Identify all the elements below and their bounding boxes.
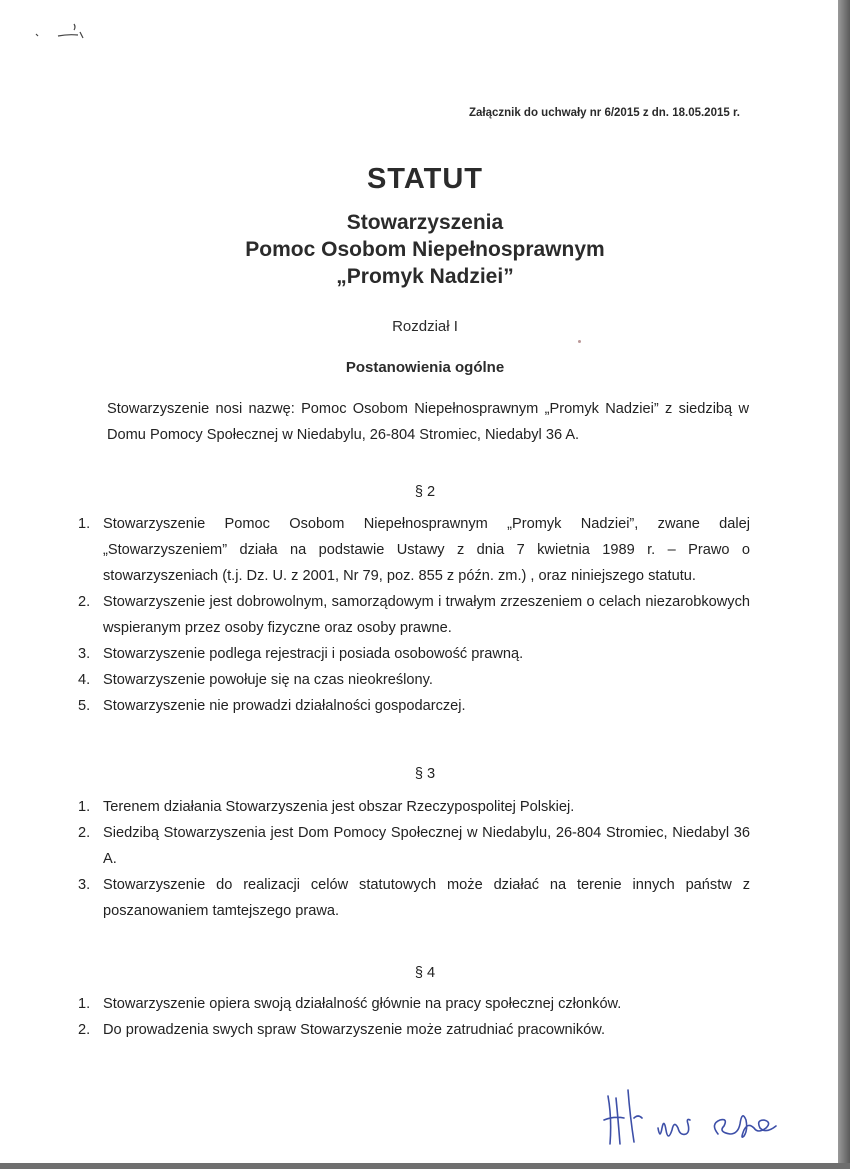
list-item: 2. Stowarzyszenie jest dobrowolnym, samorządowym i trwałym zrzeszeniem o celach niezarobkowych wspieranym przez osoby fizyczne oraz osoby prawne. [78,594,750,636]
attachment-note: Załącznik do uchwały nr 6/2015 z dn. 18.05.2015 r. [468,107,740,119]
association-name-line-1: Stowarzyszenia [346,211,504,234]
association-name [0,209,839,290]
list-item: 3. Stowarzyszenie podlega rejestracji i posiada osobowość prawną. [78,646,524,662]
scan-edge-bottom [0,1163,850,1169]
list-item: 3. Stowarzyszenie do realizacji celów statutowych może działać na terenie innych państw z poszanowaniem tamtejszego prawa. [78,877,750,919]
list-item: 4. Stowarzyszenie powołuje się na czas nieokreślony. [78,672,433,688]
section-4-list [70,991,750,1043]
section-3-heading: § 3 [414,766,436,782]
list-item: 2. Siedzibą Stowarzyszenia jest Dom Pomocy Społecznej w Niedabylu, 26-804 Stromiec, Niedabyl 36 A. [78,825,750,867]
section-2-list [70,511,750,719]
scan-speck [578,340,581,343]
list-item: 1. Stowarzyszenie Pomoc Osobom Niepełnosprawnym „Promyk Nadziei”, zwane dalej „Stowarzyszeniem” działa na podstawie Ustawy z dnia 7 kwietnia 1989 r. – Prawo o stowarzyszeniach (t.j. Dz. U. z 2001, Nr 79, poz. 855 z późn. zm.) , oraz niniejszego statutu. [78,516,750,584]
list-item: 1. Stowarzyszenie opiera swoją działalność głównie na pracy społecznej członków. [78,996,622,1012]
chapter-title: Postanowienia ogólne [345,359,505,376]
section-2-heading: § 2 [414,484,436,500]
scan-smudge-mark [28,20,98,42]
section-3-list [70,794,750,924]
association-name-line-2: Pomoc Osobom Niepełnosprawnym [245,238,605,261]
chapter-label: Rozdział I [392,318,458,335]
association-name-line-3: „Promyk Nadziei” [336,265,514,288]
list-item: 5. Stowarzyszenie nie prowadzi działalności gospodarczej. [78,698,466,714]
scan-edge-right [838,0,850,1169]
section-4-heading: § 4 [414,965,436,981]
list-item: 2. Do prowadzenia swych spraw Stowarzyszenie może zatrudniać pracowników. [78,1022,606,1038]
section-1-paragraph: Stowarzyszenie nosi nazwę: Pomoc Osobom Niepełnosprawnym „Promyk Nadziei” z siedzibą w Domu Pomocy Społecznej w Niedabylu, 26-804 Stromiec, Niedabyl 36 A. [107,401,749,443]
list-item: 1. Terenem działania Stowarzyszenia jest obszar Rzeczypospolitej Polskiej. [78,799,575,815]
handwritten-initials-signature [598,1078,798,1158]
document-title: STATUT [366,163,484,195]
